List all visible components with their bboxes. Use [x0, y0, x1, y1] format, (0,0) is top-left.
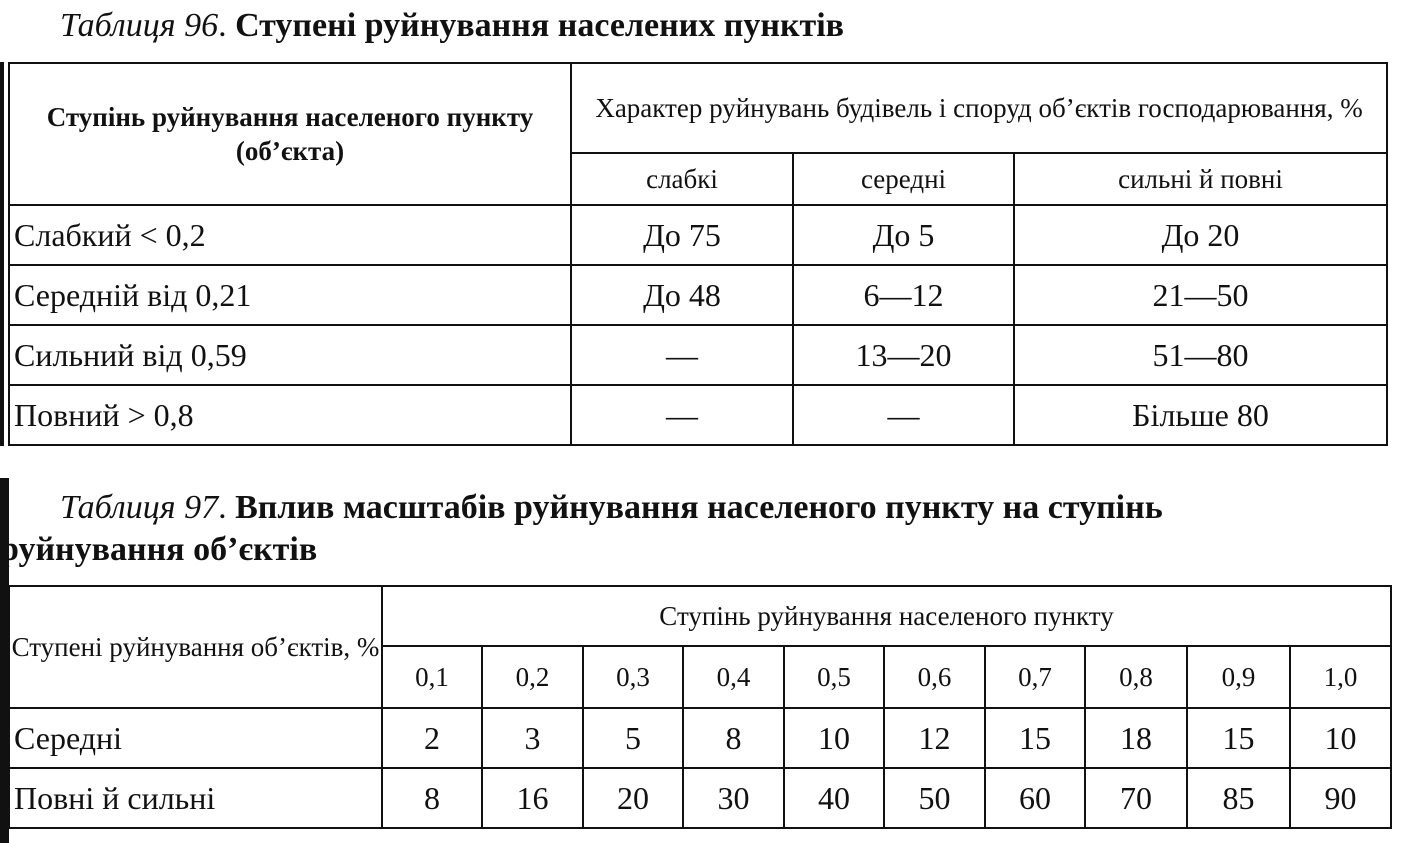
table-cell: 15	[1187, 708, 1290, 768]
table-97-row-label: Повні й сильні	[9, 768, 382, 828]
table-96-caption: Таблиця 96. Ступені руйнування населених пунктів	[60, 7, 845, 44]
table-cell: 60	[985, 768, 1085, 828]
level-header: 1,0	[1290, 646, 1391, 708]
table-97-number: 97	[184, 489, 219, 526]
table-cell: 16	[482, 768, 583, 828]
level-header: 0,8	[1085, 646, 1187, 708]
table-cell: До 75	[571, 205, 793, 265]
scan-edge-top	[0, 62, 4, 446]
table-cell: 2	[382, 708, 482, 768]
table-row	[9, 385, 1387, 445]
table-97-title-continued: руйнування об’єктів	[0, 531, 318, 568]
table-cell: 50	[884, 768, 985, 828]
table-96-number: 96	[184, 7, 219, 44]
table-cell: 8	[683, 708, 784, 768]
table-cell: 15	[985, 708, 1085, 768]
table-cell: 5	[583, 708, 683, 768]
table-cell: —	[571, 325, 793, 385]
table-row	[9, 265, 1387, 325]
table-cell: 18	[1085, 708, 1187, 768]
table-row	[9, 325, 1387, 385]
table-cell: 90	[1290, 768, 1391, 828]
table-96	[8, 62, 1388, 446]
table-96-title: Ступені руйнування населених пунктів	[235, 7, 845, 44]
table-cell: До 48	[571, 265, 793, 325]
level-header: 0,7	[985, 646, 1085, 708]
table-97-label: Таблиця	[60, 489, 176, 526]
table-96-group-header: Характер руйнувань будівель і споруд об’єктів господарювання, %	[571, 63, 1387, 153]
table-cell: —	[793, 385, 1014, 445]
table-cell: 30	[683, 768, 784, 828]
table-96-subcol-header: слабкі	[571, 153, 793, 205]
table-96-label: Таблиця	[60, 7, 176, 44]
table-97-row-label: Середні	[9, 708, 382, 768]
table-cell: Більше 80	[1014, 385, 1387, 445]
table-cell: —	[571, 385, 793, 445]
level-header: 0,9	[1187, 646, 1290, 708]
table-97	[8, 585, 1392, 829]
table-96-subcol-header: середні	[793, 153, 1014, 205]
table-97-caption-line2	[0, 530, 317, 570]
table-cell: До 20	[1014, 205, 1387, 265]
table-cell: 13—20	[793, 325, 1014, 385]
table-97-first-col-header: Ступені руйнування об’єктів, %	[9, 586, 382, 708]
table-97-caption: Таблиця 97. Вплив масштабів руйнування населеного пункту на ступінь	[60, 489, 1163, 526]
table-cell: 8	[382, 768, 482, 828]
table-96-row-label: Повний > 0,8	[9, 385, 571, 445]
table-row	[9, 205, 1387, 265]
table-cell: 10	[1290, 708, 1391, 768]
table-cell: 12	[884, 708, 985, 768]
table-cell: До 5	[793, 205, 1014, 265]
table-cell: 3	[482, 708, 583, 768]
table-row	[9, 768, 1391, 828]
table-row	[9, 708, 1391, 768]
table-cell: 20	[583, 768, 683, 828]
table-96-row-label: Слабкий < 0,2	[9, 205, 571, 265]
level-header: 0,6	[884, 646, 985, 708]
level-header: 0,5	[784, 646, 884, 708]
table-96-subcol-header: сильні й повні	[1014, 153, 1387, 205]
table-96-row-label: Середній від 0,21	[9, 265, 571, 325]
table-97-group-header: Ступінь руйнування населеного пункту	[382, 586, 1391, 646]
level-header: 0,4	[683, 646, 784, 708]
table-cell: 40	[784, 768, 884, 828]
table-cell: 10	[784, 708, 884, 768]
level-header: 0,2	[482, 646, 583, 708]
level-header: 0,1	[382, 646, 482, 708]
table-cell: 6—12	[793, 265, 1014, 325]
table-cell: 70	[1085, 768, 1187, 828]
table-cell: 51—80	[1014, 325, 1387, 385]
level-header: 0,3	[583, 646, 683, 708]
table-cell: 85	[1187, 768, 1290, 828]
table-96-first-col-header: Ступінь руйнування населеного пункту (об’єкта)	[9, 63, 571, 205]
table-cell: 21—50	[1014, 265, 1387, 325]
table-96-row-label: Сильний від 0,59	[9, 325, 571, 385]
table-97-title: Вплив масштабів руйнування населеного пункту на ступінь	[235, 489, 1163, 526]
